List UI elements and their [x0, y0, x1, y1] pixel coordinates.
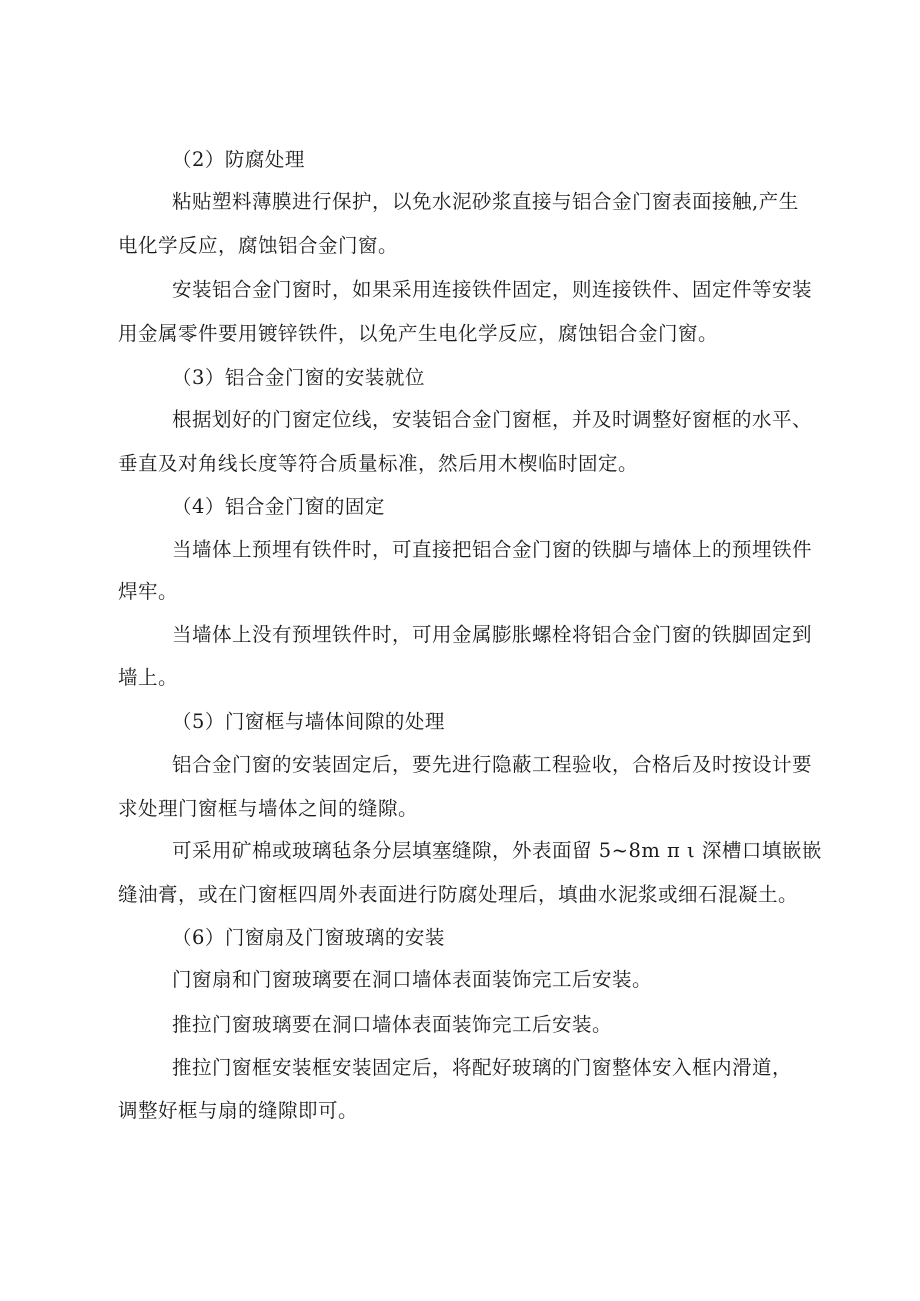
paragraph-line: 推拉门窗框安装框安装固定后，将配好玻璃的门窗整体安入框内滑道， [172, 1056, 793, 1079]
section-heading-2: （2）防腐处理 [172, 148, 305, 171]
paragraph-line: 焊牢。 [118, 580, 179, 603]
paragraph-line: 推拉门窗玻璃要在洞口墙体表面装饰完工后安装。 [172, 1013, 613, 1036]
paragraph-line: 垂直及对角线长度等符合质量标准，然后用木楔临时固定。 [118, 452, 639, 475]
paragraph-line: 墙上。 [118, 666, 179, 689]
section-heading-3: （3）铝合金门窗的安装就位 [172, 366, 425, 389]
paragraph-line: 当墙体上没有预埋铁件时，可用金属膨胀螺栓将铝合金门窗的铁脚固定到 [172, 623, 813, 646]
section-heading-6: （6）门窗扇及门窗玻璃的安装 [172, 926, 445, 949]
paragraph-line: 粘贴塑料薄膜进行保护，以免水泥砂浆直接与铝合金门窗表面接触,产生 [172, 190, 799, 213]
paragraph-line: 电化学反应，腐蚀铝合金门窗。 [118, 234, 399, 257]
paragraph-line: 可采用矿棉或玻璃毡条分层填塞缝隙，外表面留 5~8m π ι 深槽口填嵌嵌 [172, 839, 822, 862]
paragraph-line: 求处理门窗框与墙体之间的缝隙。 [118, 797, 419, 820]
paragraph-line: 铝合金门窗的安装固定后，要先进行隐蔽工程验收，合格后及时按设计要 [172, 753, 813, 776]
paragraph-line: 用金属零件要用镀锌铁件，以免产生电化学反应，腐蚀铝合金门窗。 [118, 322, 719, 345]
paragraph-line: 当墙体上预埋有铁件时，可直接把铝合金门窗的铁脚与墙体上的预埋铁件 [172, 538, 813, 561]
paragraph-line: 缝油膏，或在门窗框四周外表面进行防腐处理后，填曲水泥浆或细石混凝土。 [118, 883, 799, 906]
paragraph-line: 门窗扇和门窗玻璃要在洞口墙体表面装饰完工后安装。 [172, 968, 653, 991]
section-heading-5: （5）门窗框与墙体间隙的处理 [172, 710, 445, 733]
paragraph-line: 安装铝合金门窗时，如果采用连接铁件固定，则连接铁件、固定件等安装 [172, 278, 813, 301]
paragraph-line: 调整好框与扇的缝隙即可。 [118, 1099, 359, 1122]
section-heading-4: （4）铝合金门窗的固定 [172, 495, 385, 518]
paragraph-line: 根据划好的门窗定位线，安装铝合金门窗框，并及时调整好窗框的水平、 [172, 408, 813, 431]
